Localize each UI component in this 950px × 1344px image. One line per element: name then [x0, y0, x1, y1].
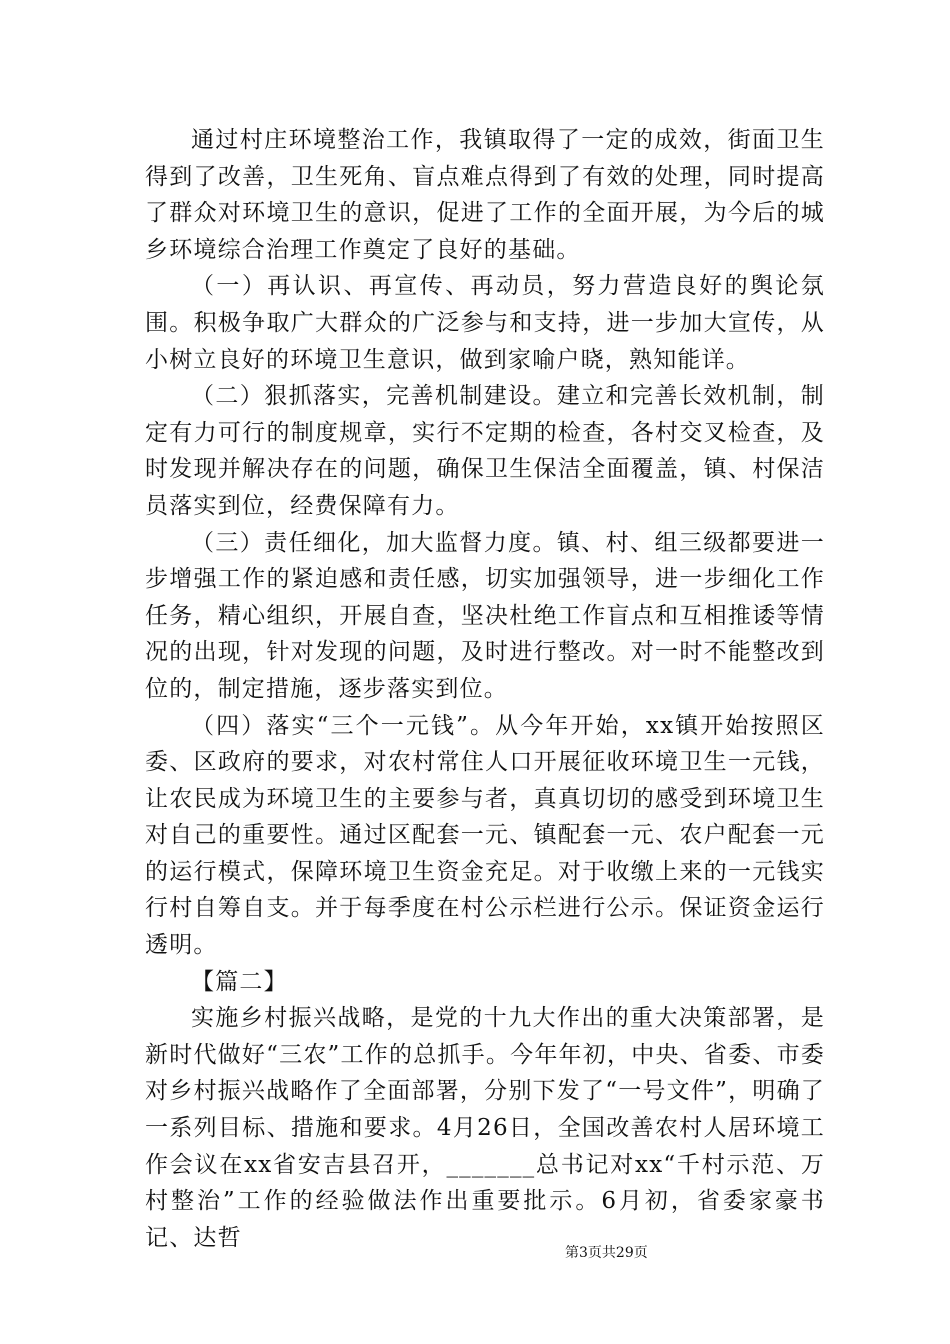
document-body — [145, 122, 825, 1256]
page-number-footer: 第3页共29页 — [565, 1245, 648, 1261]
paragraph-item-1: （一）再认识、再宣传、再动员，努力营造良好的舆论氛围。积极争取广大群众的广泛参与和支持，进一步加大宣传，从小树立良好的环境卫生意识，做到家喻户晓，熟知能详。 — [145, 273, 825, 373]
paragraph-item-3: （三）责任细化，加大监督力度。镇、村、组三级都要进一步增强工作的紧迫感和责任感，切实加强领导，进一步细化工作任务，精心组织，开展自查，坚决杜绝工作盲点和互相推诿等情况的出现，针对发现的问题，及时进行整改。对一时不能整改到位的，制定措施，逐步落实到位。 — [145, 529, 825, 702]
section-heading: 【篇二】 — [191, 968, 288, 995]
paragraph-section-2: 实施乡村振兴战略，是党的十九大作出的重大决策部署，是新时代做好“三农”工作的总抓手。今年年初，中央、省委、市委对乡村振兴战略作了全面部署，分别下发了“一号文件”，明确了一系列目标、措施和要求。4月26日，全国改善农村人居环境工作会议在xx省安吉县召开，_______总书记对xx“千村示范、万村整治”工作的经验做法作出重要批示。6月初，省委家豪书记、达哲 — [145, 1005, 825, 1251]
paragraph-summary: 通过村庄环境整治工作，我镇取得了一定的成效，街面卫生得到了改善，卫生死角、盲点难点得到了有效的处理，同时提高了群众对环境卫生的意识，促进了工作的全面开展，为今后的城乡环境综合治理工作奠定了良好的基础。 — [145, 127, 825, 263]
paragraph-item-2: （二）狠抓落实，完善机制建设。建立和完善长效机制，制定有力可行的制度规章，实行不定期的检查，各村交叉检查，及时发现并解决存在的问题，确保卫生保洁全面覆盖，镇、村保洁员落实到位，经费保障有力。 — [145, 383, 825, 519]
paragraph-item-4: （四）落实“三个一元钱”。从今年开始，xx镇开始按照区委、区政府的要求，对农村常住人口开展征收环境卫生一元钱，让农民成为环境卫生的主要参与者，真真切切的感受到环境卫生对自己的重要性。通过区配套一元、镇配套一元、农户配套一元的运行模式，保障环境卫生资金充足。对于收缴上来的一元钱实行村自筹自支。并于每季度在村公示栏进行公示。保证资金运行透明。 — [145, 712, 825, 959]
